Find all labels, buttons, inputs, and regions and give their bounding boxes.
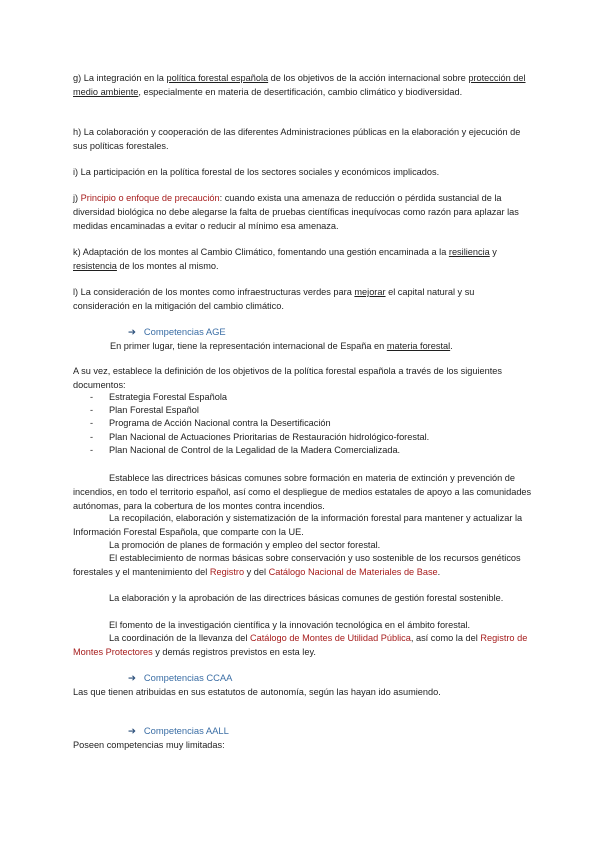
list-item-label: Estrategia Forestal Española bbox=[109, 392, 227, 402]
age-paragraph-directrices: La elaboración y la aprobación de las directrices básicas comunes de gestión forestal sostenible. bbox=[109, 593, 504, 603]
dash: - bbox=[90, 392, 94, 402]
dash: - bbox=[90, 444, 94, 455]
text: La coordinación de la llevanza del bbox=[109, 633, 250, 643]
list-item-label: Plan Forestal Español bbox=[109, 405, 199, 416]
dash: - bbox=[90, 431, 94, 442]
age-paragraph-normas bbox=[73, 551, 533, 579]
text: j) bbox=[73, 193, 81, 203]
ccaa-text: Las que tienen atribuidas en sus estatutos de autonomía, según las hayan ido asumiendo. bbox=[73, 687, 441, 697]
list-item bbox=[73, 444, 429, 457]
heading-competencias-ccaa bbox=[128, 671, 232, 685]
paragraph-i: i) La participación en la política forestal de los sectores sociales y económicos implicados. bbox=[73, 167, 440, 177]
heading-competencias-age bbox=[128, 325, 226, 339]
paragraph-l bbox=[73, 285, 533, 313]
link-proteccion-medio-ambiente[interactable]: protección del medio ambiente bbox=[73, 73, 526, 97]
documents-list bbox=[73, 391, 429, 457]
age-first-line bbox=[110, 339, 540, 353]
heading-label: Competencias CCAA bbox=[143, 672, 233, 683]
highlight-catalogo-montes: Catálogo de Montes de Utilidad Pública bbox=[249, 633, 411, 643]
list-item bbox=[73, 417, 429, 430]
text: g) La integración en la bbox=[73, 73, 167, 83]
text: En primer lugar, tiene la representación internacional de España en bbox=[110, 341, 387, 351]
dash: - bbox=[90, 405, 94, 416]
heading-label: Competencias AALL bbox=[143, 725, 229, 736]
list-item bbox=[73, 391, 429, 404]
highlight-registro-montes: Registro de Montes Protectores bbox=[73, 633, 528, 657]
text: . bbox=[437, 567, 441, 577]
age-paragraph-coordinacion bbox=[73, 631, 533, 659]
paragraph-g bbox=[73, 71, 533, 99]
link-resiliencia[interactable]: resiliencia bbox=[448, 247, 490, 257]
text: y demás registros previstos en esta ley. bbox=[152, 647, 316, 657]
arrow-icon: ➔ bbox=[128, 326, 136, 337]
paragraph-j bbox=[73, 191, 533, 233]
list-item bbox=[73, 404, 429, 417]
aall-text: Poseen competencias muy limitadas: bbox=[73, 740, 225, 750]
list-item bbox=[73, 431, 429, 444]
age-intro: A su vez, establece la definición de los objetivos de la política forestal española a través de los siguientes documentos: bbox=[73, 366, 503, 390]
age-paragraph-incendios: Establece las directrices básicas comunes sobre formación en materia de extinción y prevención de incendios, en todo el territorio español, así como el despliegue de medios estatales de apoyo a las comunidades autónomas, para la cobertura de los montes contra incendios. bbox=[73, 473, 532, 511]
arrow-icon: ➔ bbox=[128, 725, 136, 736]
paragraph-k bbox=[73, 245, 533, 273]
text: y del bbox=[244, 567, 269, 577]
link-materia-forestal[interactable]: materia forestal bbox=[386, 341, 451, 351]
text: y bbox=[489, 247, 497, 257]
heading-label: Competencias AGE bbox=[143, 326, 226, 337]
text: l) La consideración de los montes como infraestructuras verdes para bbox=[73, 287, 355, 297]
arrow-icon: ➔ bbox=[128, 672, 136, 683]
list-item-label: Plan Nacional de Actuaciones Prioritarias de Restauración hidrológico-forestal. bbox=[109, 431, 430, 442]
highlight-principio-precaucion: Principio o enfoque de precaución bbox=[80, 193, 220, 203]
link-politica-forestal[interactable]: política forestal española bbox=[166, 73, 269, 83]
link-resistencia[interactable]: resistencia bbox=[73, 261, 117, 271]
text: , así como la del bbox=[410, 633, 481, 643]
age-paragraph-promocion: La promoción de planes de formación y empleo del sector forestal. bbox=[109, 540, 381, 550]
dash: - bbox=[90, 418, 94, 429]
text: El establecimiento de normas básicas sobre conservación y uso sostenible de los recursos genéticos forestales y el mantenimiento del bbox=[73, 553, 521, 577]
text: k) Adaptación de los montes al Cambio Climático, fomentando una gestión encaminada a la bbox=[73, 247, 449, 257]
list-item-label: Plan Nacional de Control de la Legalidad de la Madera Comercializada. bbox=[109, 444, 401, 455]
link-mejorar[interactable]: mejorar bbox=[354, 287, 386, 297]
text: de los objetivos de la acción internacional sobre bbox=[268, 73, 469, 83]
text: . bbox=[450, 341, 453, 351]
text: , especialmente en materia de desertificación, cambio climático y biodiversidad. bbox=[138, 87, 463, 97]
heading-competencias-aall bbox=[128, 724, 229, 738]
text: el capital natural y su consideración en la mitigación del cambio climático. bbox=[73, 287, 475, 311]
paragraph-h: h) La colaboración y cooperación de las diferentes Administraciones públicas en la elaboración y ejecución de sus políticas forestales. bbox=[73, 127, 521, 151]
age-paragraph-recopilacion: La recopilación, elaboración y sistematización de la información forestal para mantener y actualizar la Información Forestal Española, que comparte con la UE. bbox=[73, 513, 523, 537]
highlight-catalogo-materiales: Catálogo Nacional de Materiales de Base bbox=[268, 567, 438, 577]
text: : cuando exista una amenaza de reducción o pérdida sustancial de la diversidad biológica no debe alegarse la falta de pruebas científicas inequívocas como razón para aplazar las medidas encaminadas a evitar o reducir al mínimo esa amenaza. bbox=[73, 193, 519, 231]
age-paragraph-investigacion: El fomento de la investigación científica y la innovación tecnológica en el ámbito forestal. bbox=[109, 620, 471, 630]
list-item-label: Programa de Acción Nacional contra la Desertificación bbox=[109, 418, 331, 429]
text: de los montes al mismo. bbox=[116, 261, 219, 271]
highlight-registro: Registro bbox=[209, 567, 245, 577]
